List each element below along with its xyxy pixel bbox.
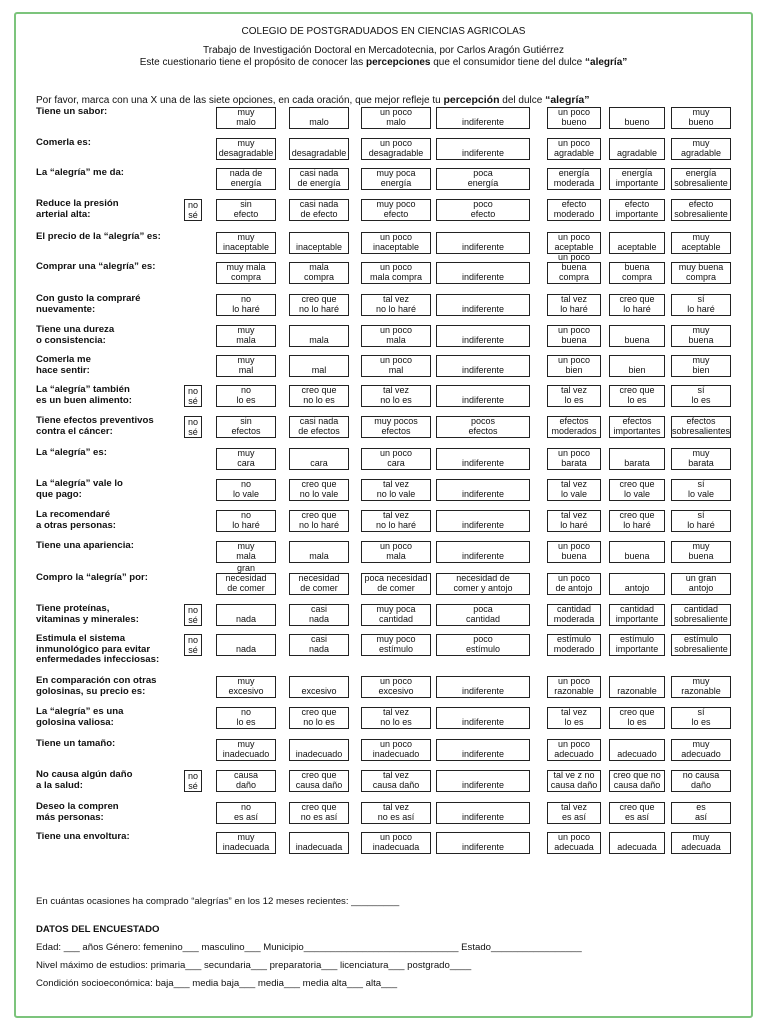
answer-option-4[interactable]: indiferente	[436, 832, 530, 854]
answer-option-3[interactable]: muy poco estímulo	[361, 634, 431, 656]
answer-option-4[interactable]: indiferente	[436, 262, 530, 284]
answer-option-1[interactable]: nada de energía	[216, 168, 276, 190]
answer-option-7[interactable]: muy razonable	[671, 676, 731, 698]
purpose-line: Este cuestionario tiene el propósito de conocer las percepciones que el consumidor tiene del dulce “alegría”	[139, 57, 628, 68]
answer-option-2[interactable]: mal	[289, 355, 349, 377]
answer-option-1[interactable]: nada	[216, 634, 276, 656]
answer-option-2[interactable]: inadecuado	[289, 739, 349, 761]
answer-option-6[interactable]: efectos importantes	[609, 416, 665, 438]
answer-option-7[interactable]: sí lo haré	[671, 294, 731, 316]
answer-option-2[interactable]: casi nada	[289, 634, 349, 656]
answer-option-2[interactable]: excesivo	[289, 676, 349, 698]
answer-option-7[interactable]: muy agradable	[671, 138, 731, 160]
answer-option-4[interactable]: indiferente	[436, 107, 530, 129]
answer-option-5[interactable]: un poco de antojo	[547, 573, 601, 595]
answer-option-5[interactable]: un poco buena	[547, 541, 601, 563]
answer-option-1[interactable]: muy cara	[216, 448, 276, 470]
answer-option-5[interactable]: un poco buena compra	[547, 262, 601, 284]
answer-option-3[interactable]: un poco cara	[361, 448, 431, 470]
answer-option-1[interactable]: muy inaceptable	[216, 232, 276, 254]
answer-option-2[interactable]: creo que no lo es	[289, 385, 349, 407]
answer-option-2[interactable]: creo que no lo haré	[289, 510, 349, 532]
no-se-checkbox[interactable]: no sé	[184, 416, 202, 438]
answer-option-7[interactable]: muy buena	[671, 325, 731, 347]
answer-option-2[interactable]: mala	[289, 325, 349, 347]
answer-option-6[interactable]: bueno	[609, 107, 665, 129]
no-se-checkbox[interactable]: no sé	[184, 385, 202, 407]
answer-option-1[interactable]: nada	[216, 604, 276, 626]
answer-option-5[interactable]: un poco barata	[547, 448, 601, 470]
answer-option-7[interactable]: sí lo es	[671, 385, 731, 407]
answer-option-1[interactable]: muy malo	[216, 107, 276, 129]
answer-option-3[interactable]: tal vez no lo haré	[361, 294, 431, 316]
answer-option-4[interactable]: poca energía	[436, 168, 530, 190]
no-se-checkbox[interactable]: no sé	[184, 604, 202, 626]
question-label: Tiene proteínas, vitaminas y minerales:	[36, 603, 139, 625]
answer-option-6[interactable]: creo que lo vale	[609, 479, 665, 501]
answer-option-1[interactable]: gran necesidad de comer	[216, 573, 276, 595]
answer-option-6[interactable]: barata	[609, 448, 665, 470]
question-label: La recomendaré a otras personas:	[36, 509, 116, 531]
answer-option-6[interactable]: energía importante	[609, 168, 665, 190]
answer-option-2[interactable]: mala compra	[289, 262, 349, 284]
answer-option-3[interactable]: tal vez no lo haré	[361, 510, 431, 532]
answer-option-3[interactable]: un poco desagradable	[361, 138, 431, 160]
answer-option-3[interactable]: un poco excesivo	[361, 676, 431, 698]
answer-option-2[interactable]: cara	[289, 448, 349, 470]
answer-option-3[interactable]: un poco mala compra	[361, 262, 431, 284]
answer-option-6[interactable]: adecuada	[609, 832, 665, 854]
answer-option-5[interactable]: tal vez lo haré	[547, 294, 601, 316]
instructions: Por favor, marca con una X una de las siete opciones, en cada oración, que mejor refleje tu percepción del dulce “alegría”	[36, 94, 590, 106]
answer-option-5[interactable]: efectos moderados	[547, 416, 601, 438]
answer-option-6[interactable]: creo que lo haré	[609, 294, 665, 316]
answer-option-2[interactable]: casi nada de efecto	[289, 199, 349, 221]
question-label: Estimula el sistema inmunológico para evitar enfermedades infecciosas:	[36, 633, 160, 665]
answer-option-1[interactable]: sin efecto	[216, 199, 276, 221]
answer-option-2[interactable]: casi nada de efectos	[289, 416, 349, 438]
answer-option-4[interactable]: indiferente	[436, 510, 530, 532]
answer-option-2[interactable]: casi nada de energía	[289, 168, 349, 190]
question-label: Comerla es:	[36, 137, 91, 148]
answer-option-5[interactable]: un poco bien	[547, 355, 601, 377]
respondent-data-title: DATOS DEL ENCUESTADO	[36, 924, 160, 935]
answer-option-6[interactable]: buena	[609, 325, 665, 347]
answer-option-4[interactable]: pocos efectos	[436, 416, 530, 438]
respondent-socioeconomic[interactable]: Condición socioeconómica: baja___ media baja___ media___ media alta___ alta___	[36, 978, 398, 989]
answer-option-4[interactable]: poco efecto	[436, 199, 530, 221]
no-se-checkbox[interactable]: no sé	[184, 634, 202, 656]
question-label: Comprar una “alegría” es:	[36, 261, 156, 272]
answer-option-1[interactable]: no lo es	[216, 707, 276, 729]
answer-option-1[interactable]: causa daño	[216, 770, 276, 792]
answer-option-2[interactable]: creo que causa daño	[289, 770, 349, 792]
answer-option-4[interactable]: indiferente	[436, 232, 530, 254]
answer-option-6[interactable]: bien	[609, 355, 665, 377]
answer-option-2[interactable]: creo que no es así	[289, 802, 349, 824]
question-label: Tiene un sabor:	[36, 106, 108, 117]
answer-option-7[interactable]: muy adecuada	[671, 832, 731, 854]
answer-option-4[interactable]: indiferente	[436, 541, 530, 563]
answer-option-2[interactable]: malo	[289, 107, 349, 129]
answer-option-4[interactable]: indiferente	[436, 355, 530, 377]
answer-option-4[interactable]: indiferente	[436, 385, 530, 407]
answer-option-1[interactable]: muy mala compra	[216, 262, 276, 284]
answer-option-4[interactable]: indiferente	[436, 479, 530, 501]
answer-option-3[interactable]: muy poco efecto	[361, 199, 431, 221]
answer-option-4[interactable]: necesidad de comer y antojo	[436, 573, 530, 595]
survey-sheet	[14, 12, 753, 1018]
question-label: La “alegría” también es un buen alimento:	[36, 384, 132, 406]
answer-option-5[interactable]: efecto moderado	[547, 199, 601, 221]
answer-option-6[interactable]: buena compra	[609, 262, 665, 284]
answer-option-6[interactable]: creo que lo es	[609, 385, 665, 407]
answer-option-7[interactable]: es así	[671, 802, 731, 824]
answer-option-3[interactable]: poca necesidad de comer	[361, 573, 431, 595]
answer-option-2[interactable]: desagradable	[289, 138, 349, 160]
answer-option-4[interactable]: indiferente	[436, 739, 530, 761]
answer-option-3[interactable]: tal vez no lo es	[361, 707, 431, 729]
answer-option-1[interactable]: muy excesivo	[216, 676, 276, 698]
answer-option-7[interactable]: no causa daño	[671, 770, 731, 792]
answer-option-2[interactable]: creo que no lo es	[289, 707, 349, 729]
answer-option-5[interactable]: un poco bueno	[547, 107, 601, 129]
answer-option-6[interactable]: cantidad importante	[609, 604, 665, 626]
institution-title: COLEGIO DE POSTGRADUADOS EN CIENCIAS AGRICOLAS	[241, 26, 526, 37]
research-subtitle: Trabajo de Investigación Doctoral en Mercadotecnia, por Carlos Aragón Gutiérrez	[203, 45, 564, 56]
question-label: Deseo la compren más personas:	[36, 801, 119, 823]
answer-option-6[interactable]: efecto importante	[609, 199, 665, 221]
question-label: En comparación con otras golosinas, su precio es:	[36, 675, 157, 697]
answer-option-4[interactable]: indiferente	[436, 802, 530, 824]
question-label: Tiene una envoltura:	[36, 831, 130, 842]
answer-option-1[interactable]: muy mal	[216, 355, 276, 377]
answer-option-5[interactable]: tal vez lo vale	[547, 479, 601, 501]
respondent-education[interactable]: Nivel máximo de estudios: primaria___ secundaria___ preparatoria___ licenciatura___ postgrado____	[36, 960, 472, 971]
answer-option-7[interactable]: muy barata	[671, 448, 731, 470]
answer-option-3[interactable]: un poco inadecuado	[361, 739, 431, 761]
question-label: La “alegría” es:	[36, 447, 107, 458]
no-se-checkbox[interactable]: no sé	[184, 770, 202, 792]
answer-option-7[interactable]: efectos sobresalientes	[671, 416, 731, 436]
answer-option-3[interactable]: un poco mal	[361, 355, 431, 377]
answer-option-4[interactable]: indiferente	[436, 138, 530, 160]
answer-option-4[interactable]: poca cantidad	[436, 604, 530, 626]
answer-option-5[interactable]: cantidad moderada	[547, 604, 601, 626]
answer-option-5[interactable]: un poco adecuado	[547, 739, 601, 761]
answer-option-7[interactable]: un gran antojo	[671, 573, 731, 595]
question-label: La “alegría” es una golosina valiosa:	[36, 706, 124, 728]
answer-option-2[interactable]: creo que no lo vale	[289, 479, 349, 501]
question-label: No causa algún daño a la salud:	[36, 769, 133, 791]
respondent-age-gender-location[interactable]: Edad: ___ años Género: femenino___ masculino___ Municipio_____________________________ Estado_________________	[36, 942, 582, 953]
answer-option-3[interactable]: muy pocos efectos	[361, 416, 431, 438]
answer-option-7[interactable]: muy buena compra	[671, 262, 731, 284]
answer-option-7[interactable]: muy buena	[671, 541, 731, 563]
answer-option-2[interactable]: necesidad de comer	[289, 573, 349, 595]
answer-option-7[interactable]: estímulo sobresaliente	[671, 634, 731, 656]
answer-option-3[interactable]: tal vez no lo vale	[361, 479, 431, 501]
purchase-count-question[interactable]: En cuántas ocasiones ha comprado “alegrías” en los 12 meses recientes: _________	[36, 896, 400, 907]
answer-option-4[interactable]: indiferente	[436, 294, 530, 316]
answer-option-2[interactable]: mala	[289, 541, 349, 563]
answer-option-7[interactable]: sí lo es	[671, 707, 731, 729]
answer-option-5[interactable]: estímulo moderado	[547, 634, 601, 656]
answer-option-1[interactable]: sin efectos	[216, 416, 276, 438]
answer-option-3[interactable]: tal vez causa daño	[361, 770, 431, 792]
answer-option-2[interactable]: casi nada	[289, 604, 349, 626]
answer-option-1[interactable]: muy inadecuado	[216, 739, 276, 761]
answer-option-1[interactable]: no lo vale	[216, 479, 276, 501]
question-label: Tiene una apariencia:	[36, 540, 134, 551]
answer-option-5[interactable]: energía moderada	[547, 168, 601, 190]
answer-option-6[interactable]: adecuado	[609, 739, 665, 761]
answer-option-6[interactable]: aceptable	[609, 232, 665, 254]
answer-option-5[interactable]: un poco agradable	[547, 138, 601, 160]
answer-option-1[interactable]: muy mala	[216, 325, 276, 347]
question-label: La “alegría” vale lo que pago:	[36, 478, 123, 500]
question-label: Reduce la presión arterial alta:	[36, 198, 119, 220]
answer-option-4[interactable]: indiferente	[436, 770, 530, 792]
answer-option-1[interactable]: no lo haré	[216, 294, 276, 316]
answer-option-6[interactable]: creo que lo es	[609, 707, 665, 729]
answer-option-5[interactable]: tal vez lo es	[547, 385, 601, 407]
question-label: Tiene una dureza o consistencia:	[36, 324, 115, 346]
answer-option-2[interactable]: inaceptable	[289, 232, 349, 254]
answer-option-6[interactable]: creo que lo haré	[609, 510, 665, 532]
answer-option-3[interactable]: tal vez no es así	[361, 802, 431, 824]
answer-option-3[interactable]: un poco malo	[361, 107, 431, 129]
answer-option-6[interactable]: antojo	[609, 573, 665, 595]
answer-option-7[interactable]: muy adecuado	[671, 739, 731, 761]
answer-option-5[interactable]: un poco aceptable	[547, 232, 601, 254]
question-label: El precio de la “alegría” es:	[36, 231, 161, 242]
answer-option-2[interactable]: creo que no lo haré	[289, 294, 349, 316]
answer-option-7[interactable]: muy bueno	[671, 107, 731, 129]
question-label: Tiene un tamaño:	[36, 738, 116, 749]
answer-option-5[interactable]: tal ve z no causa daño	[547, 770, 601, 792]
answer-option-3[interactable]: muy poca cantidad	[361, 604, 431, 626]
answer-option-3[interactable]: un poco inaceptable	[361, 232, 431, 254]
answer-option-1[interactable]: muy inadecuada	[216, 832, 276, 854]
answer-option-7[interactable]: muy aceptable	[671, 232, 731, 254]
answer-option-6[interactable]: agradable	[609, 138, 665, 160]
answer-option-7[interactable]: energía sobresaliente	[671, 168, 731, 190]
no-se-checkbox[interactable]: no sé	[184, 199, 202, 221]
answer-option-3[interactable]: tal vez no lo es	[361, 385, 431, 407]
answer-option-3[interactable]: muy poca energía	[361, 168, 431, 190]
answer-option-6[interactable]: creo que no causa daño	[609, 770, 665, 792]
answer-option-6[interactable]: razonable	[609, 676, 665, 698]
answer-option-4[interactable]: indiferente	[436, 676, 530, 698]
answer-option-7[interactable]: sí lo vale	[671, 479, 731, 501]
answer-option-4[interactable]: indiferente	[436, 325, 530, 347]
answer-option-3[interactable]: un poco mala	[361, 325, 431, 347]
answer-option-5[interactable]: un poco razonable	[547, 676, 601, 698]
answer-option-1[interactable]: no es así	[216, 802, 276, 824]
answer-option-4[interactable]: poco estímulo	[436, 634, 530, 656]
answer-option-5[interactable]: tal vez lo haré	[547, 510, 601, 532]
question-label: Comerla me hace sentir:	[36, 354, 91, 376]
answer-option-5[interactable]: tal vez lo es	[547, 707, 601, 729]
answer-option-6[interactable]: estímulo importante	[609, 634, 665, 656]
answer-option-7[interactable]: muy bien	[671, 355, 731, 377]
question-label: Tiene efectos preventivos contra el cáncer:	[36, 415, 154, 437]
answer-option-1[interactable]: muy mala	[216, 541, 276, 563]
answer-option-7[interactable]: cantidad sobresaliente	[671, 604, 731, 626]
answer-option-1[interactable]: no lo es	[216, 385, 276, 407]
answer-option-6[interactable]: creo que es así	[609, 802, 665, 824]
answer-option-6[interactable]: buena	[609, 541, 665, 563]
answer-option-5[interactable]: un poco buena	[547, 325, 601, 347]
answer-option-4[interactable]: indiferente	[436, 448, 530, 470]
question-label: La “alegría” me da:	[36, 167, 124, 178]
answer-option-5[interactable]: tal vez es así	[547, 802, 601, 824]
answer-option-5[interactable]: un poco adecuada	[547, 832, 601, 854]
question-label: Con gusto la compraré nuevamente:	[36, 293, 141, 315]
answer-option-4[interactable]: indiferente	[436, 707, 530, 729]
answer-option-3[interactable]: un poco mala	[361, 541, 431, 563]
answer-option-1[interactable]: no lo haré	[216, 510, 276, 532]
answer-option-7[interactable]: sí lo haré	[671, 510, 731, 532]
answer-option-3[interactable]: un poco inadecuada	[361, 832, 431, 854]
question-label: Compro la “alegría” por:	[36, 572, 148, 583]
answer-option-7[interactable]: efecto sobresaliente	[671, 199, 731, 221]
answer-option-1[interactable]: muy desagradable	[216, 138, 276, 160]
answer-option-2[interactable]: inadecuada	[289, 832, 349, 854]
